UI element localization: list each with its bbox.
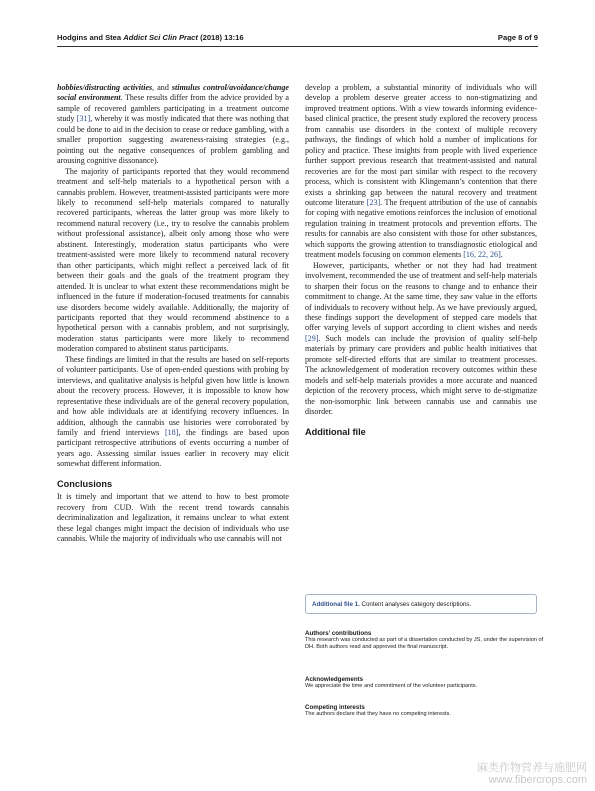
running-header xyxy=(57,33,538,47)
subsection-title: Authors’ contributions xyxy=(305,630,372,637)
subsection-text: This research was conducted as part of a dissertation conducted by JS, under the supervision of DH. Both authors read and approved the final manuscript. xyxy=(305,637,544,651)
paragraph: develop a problem, a substantial minority of individuals who will develop a problem deserve greater access to non-stigmatizing and improved treatment options. With a view towards informing evidence-based clinical practice, the present study explored the recovery process from cannabis use disorders in the context of multiple recovery pathways, the findings of which hold a number of implications for policy and practice. These insights from people with lived experience further support previous research that treatment-assisted and natural recoveries are for the most part similar with respect to the recovery process, which is consistent with Klingemann’s contention that there exists a shrinking gap between the natural recovery and treatment outcome literature [23]. The frequent attribution of the use of cannabis for coping with negative emotions reinforces the inclusion of emotional regulation training in treatment protocols and prevention efforts. The results for cannabis are also consistent with those for other substances, which supports the growing attention to transdiagnostic etiological and treatment models focusing on common elements [16, 22, 26]. xyxy=(305,83,538,260)
subsection-title: Competing interests xyxy=(305,704,365,711)
citation-link[interactable]: [29] xyxy=(305,333,319,343)
header-rule xyxy=(57,46,538,47)
citation-link[interactable]: [16, 22, 26] xyxy=(463,250,501,260)
additional-file-box[interactable] xyxy=(305,594,537,614)
paragraph: However, participants, whether or not they had had treatment involvement, recommended the use of treatment and self-help materials to sharpen their focus on the reasons to change and to enhance their commitment to change. At the same time, they saw value in the efforts of individuals to recovery without help. As we have previously argued, these findings support the development of stepped care models that offer varying levels of support according to client wishes and needs [29]. Such models can include the provision of quality self-help materials by primary care providers and public health initiatives that promote self-directed efforts that are similar to treatment processes. The acknowledgement of moderation recovery outcomes within these models and self-help materials provides a more accurate and nuanced depiction of the recovery process, which might serve to de-stigmatize the non-isomorphic link between cannabis use and cannabis use disorder. xyxy=(305,260,537,417)
page-number: Page 8 of 9 xyxy=(497,33,538,42)
paragraph: hobbies/distracting activities, and stimulus control/avoidance/change social environment. These results differ from the advice provided by a sample of recovered gamblers participating in a treatment outcome study [31], whereby it was mostly indicated that there was nothing that could be done to aid in the decision to cease or reduce gambling, with a smaller proportion suggesting awareness-raising strategies (e.g., pointing out the negative consequences of problem gambling and arousing cognitive dissonance). xyxy=(57,83,289,166)
authors-contributions xyxy=(305,630,545,652)
paragraph: It is timely and important that we attend to how to best promote recovery from CUD. With the recent trend towards cannabis decriminalization and legalization, it remains unclear to what extent these legal changes might impact the decision of individuals who use cannabis. While the majority of individuals who use cannabis will not xyxy=(57,492,289,544)
acknowledgements xyxy=(305,676,545,690)
subsection-text: We appreciate the time and commitment of the volunteer participants. xyxy=(305,683,478,690)
additional-file-link[interactable]: Additional file 1. xyxy=(312,601,360,608)
additional-file-description: Content analyses category descriptions. xyxy=(359,601,472,608)
competing-interests xyxy=(305,704,545,718)
watermark: 麻类作物营养与施肥网 www.fibercrops.com xyxy=(477,762,587,786)
right-column xyxy=(305,83,537,440)
section-heading: Additional file xyxy=(305,426,366,437)
paragraph: The majority of participants reported that they would recommend treatment and self-help materials to a hypothetical person with a cannabis problem. However, treatment-assisted participants were more likely to recommend self-help materials compared to naturally recovered participants, whereas the latter group was more likely to recommend natural recovery (i.e., try to resolve the cannabis problem without professional assistance), albeit only among those who were abstinent. Interestingly, moderation status participants who were treatment-assisted were more likely to recommend natural recovery than other participants, which might reflect a perceived lack of fit between their goals and the goals of the treatment program they attended. It is unclear to what extent these recommendations might be influenced in the future if moderation-focused treatments for cannabis use disorders become widely available. Additionally, the majority of participants reported that they would recommend abstinence to a hypothetical person with a cannabis problem, and not surprisingly, moderation status participants were more likely to recommend moderation compared to abstinent status participants. xyxy=(57,166,289,354)
citation-link[interactable]: [31] xyxy=(76,114,91,124)
citation-link[interactable]: [18] xyxy=(164,427,179,437)
journal-name: Addict Sci Clin Pract xyxy=(123,33,198,42)
left-column xyxy=(57,83,289,544)
paragraph: These findings are limited in that the results are based on self-reports of volunteer participants. Use of open-ended questions with probing by interviews, and qualitative analysis is helpful given how little is known about the recovery process. However, it is impossible to know how representative these individuals are of the general recovery population, and how able individuals are at identifying recovery influences. In addition, although the cannabis use histories were corroborated by family and friend interviews [18], the findings are based upon participant retrospective attributions of events occurring a number of years ago. Assessing similar issues earlier in recovery may elicit somewhat different information. xyxy=(57,354,290,469)
section-heading: Conclusions xyxy=(57,478,113,489)
citation-link[interactable]: [23] xyxy=(366,197,381,207)
citation: Hodgins and Stea Addict Sci Clin Pract (2018) 13:16 xyxy=(57,33,244,42)
subsection-title: Acknowledgements xyxy=(305,676,364,683)
subsection-text: The authors declare that they have no competing interests. xyxy=(305,711,451,718)
